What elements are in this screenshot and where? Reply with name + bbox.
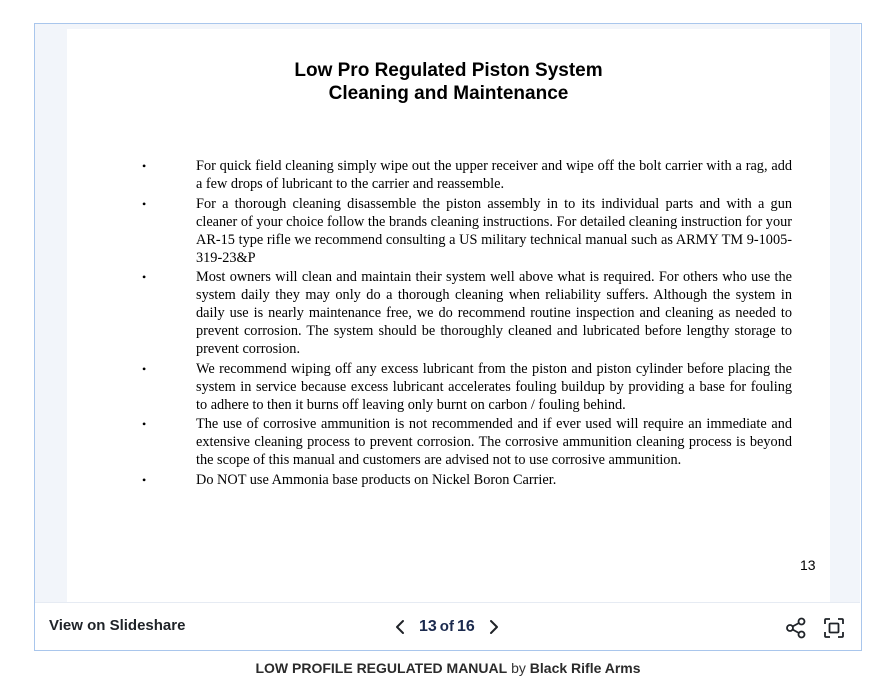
chevron-right-icon bbox=[488, 619, 500, 635]
page-of-label: of bbox=[439, 618, 454, 635]
viewer-toolbar bbox=[35, 602, 860, 650]
chevron-left-icon bbox=[394, 619, 406, 635]
bullet-text: For a thorough cleaning disassemble the piston assembly in to its individual parts and with a gun cleaner of your choice follow the brands cleaning instructions. For detailed cleaning instruction for your AR-15 type rifle we recommend consulting a US military technical manual such as ARMY TM 9-1005-319-23&P bbox=[196, 195, 792, 266]
bullet-item bbox=[112, 415, 792, 469]
bullet-item bbox=[112, 360, 792, 414]
author-link[interactable]: Black Rifle Arms bbox=[529, 660, 641, 676]
current-page: 13 bbox=[419, 618, 437, 635]
bullet-item bbox=[112, 268, 792, 358]
bullet-text: For quick field cleaning simply wipe out the upper receiver and wipe off the bolt carrier with a rag, add a few drops of lubricant to the carrier and reassemble. bbox=[196, 158, 792, 192]
bullet-list bbox=[112, 157, 792, 490]
slide-page bbox=[67, 29, 830, 602]
slideshare-embed bbox=[34, 23, 862, 651]
bullet-text: We recommend wiping off any excess lubricant from the piston and piston cylinder before placing the system in service because excess lubricant accelerates fouling buildup by providing a base for fouling to adhere to then it burns off leaving only burnt on carbon / fouling behind. bbox=[196, 360, 792, 413]
bullet-text: Do NOT use Ammonia base products on Nickel Boron Carrier. bbox=[196, 471, 557, 488]
fullscreen-icon bbox=[823, 617, 845, 639]
share-button[interactable] bbox=[784, 616, 808, 640]
bullet-item bbox=[112, 195, 792, 267]
slide-page-number: 13 bbox=[800, 557, 816, 573]
bullet-dot: • bbox=[142, 472, 147, 487]
next-page-button[interactable] bbox=[481, 613, 507, 641]
page-indicator bbox=[413, 618, 481, 636]
bullet-text: The use of corrosive ammunition is not recommended and if ever used will require an immediate and extensive cleaning process to prevent corrosion. The corrosive ammunition cleaning process is beyond the scope of this manual and customers are advised not to use corrosive ammunition. bbox=[196, 416, 792, 468]
pagination bbox=[387, 613, 507, 641]
slide-stage bbox=[35, 24, 860, 602]
caption-by: by bbox=[511, 660, 526, 676]
fullscreen-button[interactable] bbox=[822, 616, 846, 640]
view-on-slideshare-link[interactable]: View on Slideshare bbox=[49, 617, 186, 634]
bullet-dot: • bbox=[142, 196, 147, 211]
bullet-dot: • bbox=[142, 159, 147, 173]
bullet-dot: • bbox=[142, 417, 147, 431]
bullet-item bbox=[112, 471, 792, 489]
document-title-link[interactable]: LOW PROFILE REGULATED MANUAL bbox=[255, 660, 508, 676]
bullet-dot: • bbox=[142, 361, 147, 376]
document-caption bbox=[0, 660, 896, 676]
total-pages: 16 bbox=[456, 618, 475, 635]
slide-subtitle: Cleaning and Maintenance bbox=[328, 83, 569, 104]
bullet-text: Most owners will clean and maintain their system well above what is required. For others who use the system daily they may only do a thorough cleaning when reliability suffers. Although the system in daily use is nearly maintenance free, we do recommend routine inspection and cleaning as needed to prevent corrosion. The system should be thoroughly cleaned and lubricated before lengthy storage to prevent corrosion. bbox=[196, 269, 792, 357]
slide-title: Low Pro Regulated Piston System bbox=[294, 60, 603, 81]
bullet-item bbox=[112, 157, 792, 193]
share-icon bbox=[785, 617, 807, 639]
prev-page-button[interactable] bbox=[387, 613, 413, 641]
bullet-dot: • bbox=[142, 270, 147, 284]
